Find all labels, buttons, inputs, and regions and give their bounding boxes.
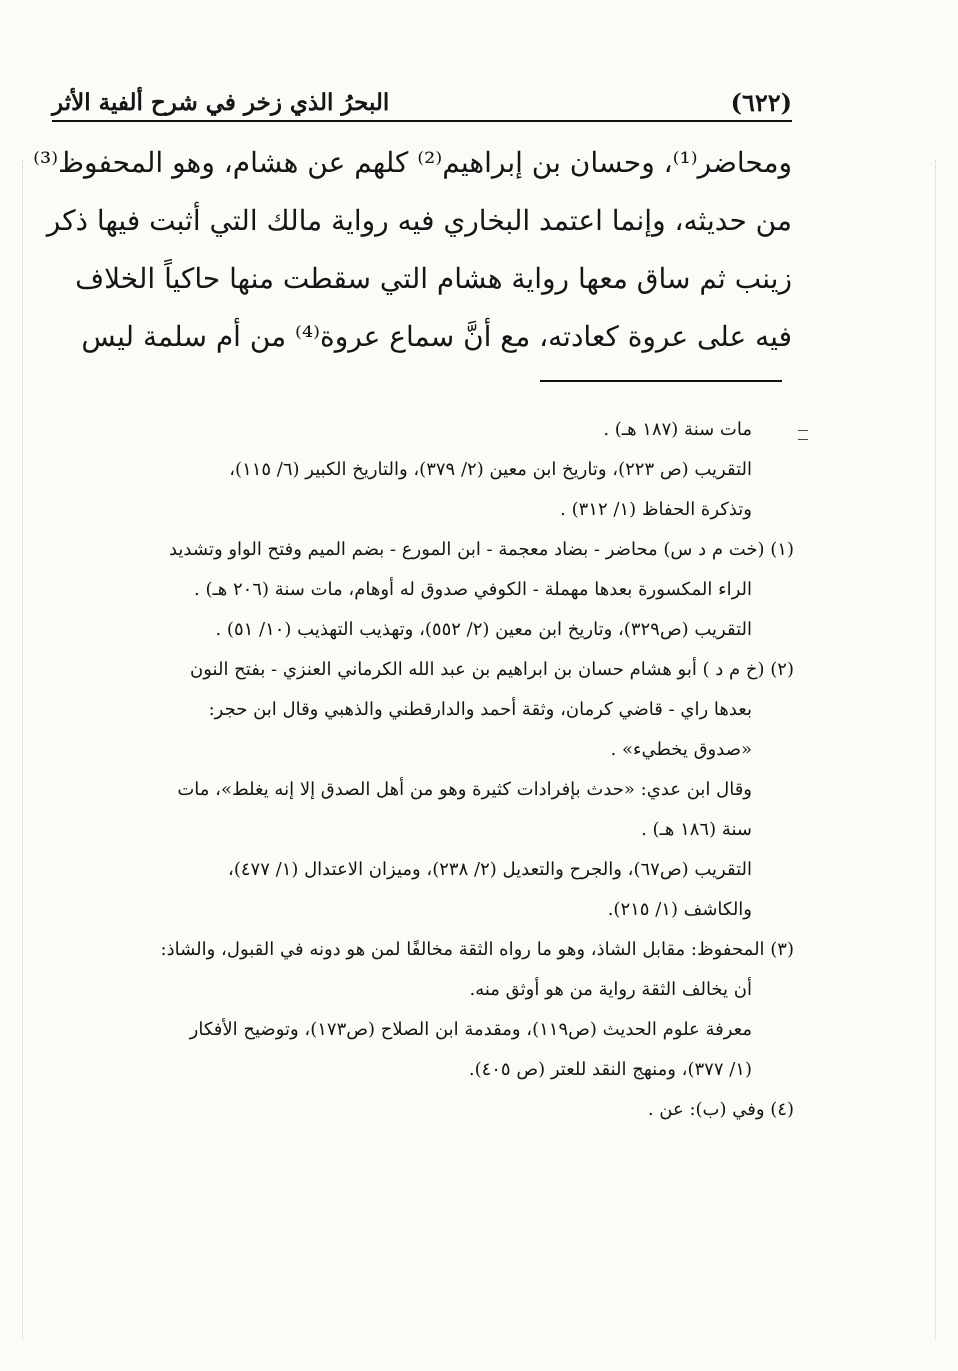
footnote-line: والكاشف (١/ ٢١٥). <box>607 899 752 920</box>
margin-mark <box>798 430 808 440</box>
footnote-line: التقريب (ص ٢٢٣)، وتاريخ ابن معين (٢/ ٣٧٩)، والتاريخ الكبير (٦/ ١١٥)، <box>229 459 752 480</box>
running-title: البحرُ الذي زخر في شرح ألفية الأثر <box>52 88 390 116</box>
footnote-line: وقال ابن عدي: «حدث بإفرادات كثيرة وهو من أهل الصدق إلا إنه يغلط»، مات <box>177 779 752 800</box>
footnote-line: وتذكرة الحفاظ (١/ ٣١٢) . <box>560 499 752 520</box>
footnote-line: «صدوق يخطيء» . <box>610 739 752 760</box>
footnote-line: مات سنة (١٨٧ هـ) . <box>603 419 752 440</box>
main-text <box>33 134 792 366</box>
footnote-line: (١) (خت م د س) محاضر - بضاد معجمة - ابن المورع - بضم الميم وفتح الواو وتشديد <box>168 539 794 560</box>
footnote-line: معرفة علوم الحديث (ص١١٩)، ومقدمة ابن الصلاح (ص١٧٣)، وتوضيح الأفكار <box>189 1019 752 1040</box>
main-text-line: فيه على عروة كعادته، مع أنَّ سماع عروة⁽⁴⁾ من أم سلمة ليس <box>81 320 792 353</box>
footnote-line: (٤) وفي (ب): عن . <box>647 1099 794 1120</box>
footnote-line: التقريب (ص٦٧)، والجرح والتعديل (٢/ ٢٣٨)، وميزان الاعتدال (١/ ٤٧٧)، <box>228 859 752 880</box>
footnote-line: (١/ ٣٧٧)، ومنهج النقد للعتر (ص ٤٠٥). <box>468 1059 752 1080</box>
page-header <box>52 84 792 122</box>
footnote-separator <box>540 380 782 382</box>
main-text-line: زينب ثم ساق معها رواية هشام التي سقطت منها حاكياً الخلاف <box>75 262 792 295</box>
page-number: (٦٢٢) <box>730 87 792 117</box>
scan-edge-line <box>935 160 936 1340</box>
footnotes <box>82 410 794 1130</box>
scan-edge-line <box>22 160 23 1340</box>
footnote-line: (٢) (خ م د ) أبو هشام حسان بن ابراهيم بن عبد الله الكرماني العنزي - بفتح النون <box>190 659 794 680</box>
main-text-line: من حديثه، وإنما اعتمد البخاري فيه رواية مالك التي أثبت فيها ذكر <box>46 204 792 237</box>
footnote-line: (٣) المحفوظ: مقابل الشاذ، وهو ما رواه الثقة مخالفًا لمن هو دونه في القبول، والشاذ: <box>160 939 794 960</box>
footnote-line: التقريب (ص٣٢٩)، وتاريخ ابن معين (٢/ ٥٥٢)، وتهذيب التهذيب (١٠/ ٥١) . <box>215 619 752 640</box>
footnote-line: الراء المكسورة بعدها مهملة - الكوفي صدوق له أوهام، مات سنة (٢٠٦ هـ) . <box>194 579 752 600</box>
footnote-line: سنة (١٨٦ هـ) . <box>641 819 752 840</box>
footnote-line: بعدها راي - قاضي كرمان، وثقة أحمد والدارقطني والذهبي وقال ابن حجر: <box>208 699 752 720</box>
main-text-line: ومحاضر⁽¹⁾، وحسان بن إبراهيم⁽²⁾ كلهم عن هشام، وهو المحفوظ⁽³⁾ <box>33 146 792 179</box>
footnote-line: أن يخالف الثقة رواية من هو أوثق منه. <box>469 979 752 1000</box>
